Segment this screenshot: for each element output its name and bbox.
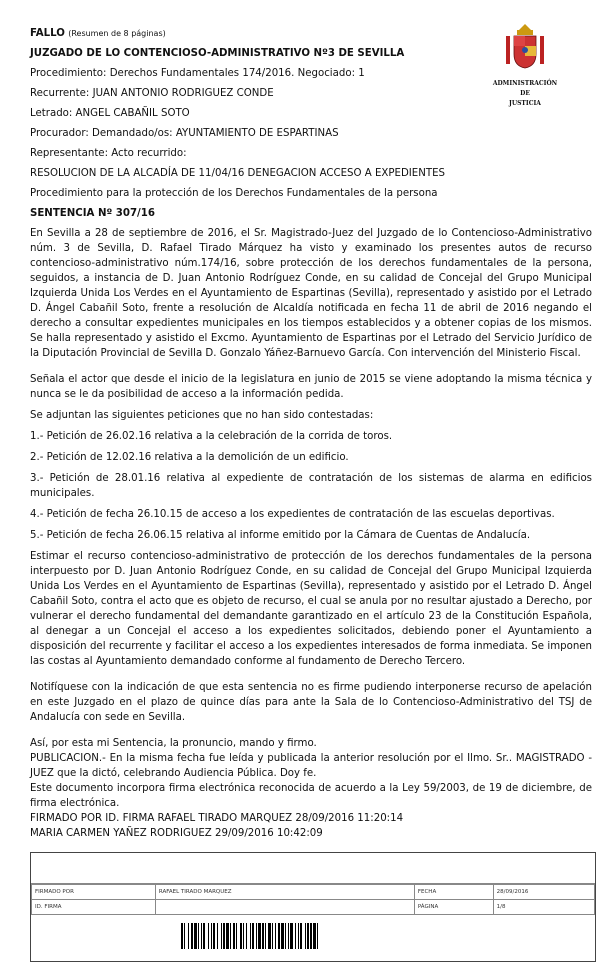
logo-caption-3: JUSTICIA xyxy=(509,100,541,107)
list-item: 5.- Petición de fecha 26.06.15 relativa al informe emitido por la Cámara de Cuentas de Andalucía. xyxy=(30,530,531,541)
list-item: 1.- Petición de 26.02.16 relativa a la celebración de la corrida de toros. xyxy=(30,431,393,442)
footer-firmado-label: FIRMADO POR xyxy=(32,885,156,900)
paragraph-firma-electronica: Este documento incorpora firma electrónica reconocida de acuerdo a la Ley 59/2003, de 19 de diciembre, de firma electrónica. xyxy=(30,783,592,809)
procedimiento-proteccion: Procedimiento para la protección de los Derechos Fundamentales de la persona xyxy=(30,188,438,199)
list-item: 3.- Petición de 28.01.16 relativa al expediente de contratación de los sistemas de alarma en edificios municipales. xyxy=(30,473,592,499)
resolucion: RESOLUCION DE LA ALCADÍA DE 11/04/16 DENEGACION ACCESO A EXPEDIENTES xyxy=(30,168,445,179)
paragraph-peticiones: Se adjuntan las siguientes peticiones que no han sido contestadas: xyxy=(30,410,374,421)
footer-fecha-value: 28/09/2016 xyxy=(493,885,594,900)
document-body xyxy=(30,26,592,841)
list-item: 4.- Petición de fecha 26.10.15 de acceso a los expedientes de contratación de las escuelas deportivas. xyxy=(30,509,555,520)
coat-of-arms-icon xyxy=(502,22,548,74)
paragraph-intro: En Sevilla a 28 de septiembre de 2016, el Sr. Magistrado-Juez del Juzgado de lo Contencioso-Administrativo núm. 3 de Sevilla, D. Rafael Tirado Márquez ha visto y examinado los presentes autos de recurso contencioso-administrativo núm.174/16, sobre protección de los derechos fundamentales de la persona, seguidos, a instancia de D. Juan Antonio Rodríguez Conde, en su calidad de Concejal del Grupo Municipal Izquierda Unida Los Verdes en el Ayuntamiento de Espartinas (Sevilla), representado y asistido por el Letrado D. Ángel Cabañil Soto, frente a resolución de Alcaldía notificada en fecha 11 de abril de 2016 negando el derecho a consultar expedientes municipales en los tiempos establecidos y a obtener copias de los mismos. Se halla representado y asistido el Excmo. Ayuntamiento de Espartinas por el Letrado del Servicio Jurídico de la Diputación Provincial de Sevilla D. Gonzalo Yáñez-Barnuevo García. Con intervención del Ministerio Fiscal. xyxy=(30,228,592,359)
procedimiento: Procedimiento: Derechos Fundamentales 174/2016. Negociado: 1 xyxy=(30,68,365,79)
justice-logo xyxy=(470,22,580,108)
paragraph-asi: Así, por esta mi Sentencia, la pronuncio, mando y firmo. xyxy=(30,738,317,749)
fallo-label: FALLO xyxy=(30,28,65,39)
barcode-bar xyxy=(318,923,320,949)
barcode xyxy=(181,923,451,949)
footer-pagina-label: PÁGINA xyxy=(414,900,493,915)
paragraph-actor: Señala el actor que desde el inicio de la legislatura en junio de 2015 se viene adoptando la misma técnica y nunca se le da posibilidad de acceso a la información pedida. xyxy=(30,374,592,400)
paragraph-notifiquese: Notifíquese con la indicación de que esta sentencia no es firme pudiendo interponerse recurso de apelación en este Juzgado en el plazo de quince días para ante la Sala de lo Contencioso-Administrativo del TSJ de Andalucía con sede en Sevilla. xyxy=(30,682,592,723)
sentencia-number: SENTENCIA Nº 307/16 xyxy=(30,208,155,219)
footer-fecha-label: FECHA xyxy=(414,885,493,900)
representante: Representante: Acto recurrido: xyxy=(30,148,187,159)
footer-firmado-value: RAFAEL TIRADO MARQUEZ xyxy=(155,885,414,900)
letrado: Letrado: ANGEL CABAÑIL SOTO xyxy=(30,108,190,119)
firma-line-2: MARIA CARMEN YAÑEZ RODRIGUEZ 29/09/2016 10:42:09 xyxy=(30,828,323,839)
procurador: Procurador: Demandado/os: AYUNTAMIENTO DE ESPARTINAS xyxy=(30,128,339,139)
signature-table xyxy=(31,884,595,915)
list-item: 2.- Petición de 12.02.16 relativa a la demolición de un edificio. xyxy=(30,452,349,463)
paragraph-estimar: Estimar el recurso contencioso-administrativo de protección de los derechos fundamentales de la persona interpuesto por D. Juan Antonio Rodríguez Conde, en su calidad de Concejal del Grupo Municipal Izquierda Unida Los Verdes en el Ayuntamiento de Espartinas (Sevilla), representado y asistido por el Letrado D. Ángel Cabañil Soto, contra el acto que es objeto de recurso, el cual se anula por no resultar ajustado a Derecho, por vulnerar el derecho fundamental del demandante garantizado en el artículo 23 de la Constitución Española, al denegar a un Concejal el acceso a los expedientes solicitados, debiendo poner el Ayuntamiento a disposición del recurrente y facilitar el acceso a los expedientes interesados de forma inmediata. Se imponen las costas al Ayuntamiento demandado conforme al fundamento de Derecho Tercero. xyxy=(30,551,592,667)
signature-footer xyxy=(30,852,596,962)
footer-id-firma-label: ID. FIRMA xyxy=(32,900,156,915)
firma-line-1: FIRMADO POR ID. FIRMA RAFAEL TIRADO MARQUEZ 28/09/2016 11:20:14 xyxy=(30,813,404,824)
court-name: JUZGADO DE LO CONTENCIOSO-ADMINISTRATIVO Nº3 DE SEVILLA xyxy=(30,48,405,59)
resumen-note: (Resumen de 8 páginas) xyxy=(68,29,166,38)
paragraph-publicacion: PUBLICACION.- En la misma fecha fue leída y publicada la anterior resolución por el Ilmo. Sr.. MAGISTRADO - JUEZ que la dictó, celebrando Audiencia Pública. Doy fe. xyxy=(30,753,592,779)
footer-pagina-value: 1/8 xyxy=(493,900,594,915)
footer-header-text xyxy=(31,853,595,884)
logo-caption-1: ADMINISTRACIÓN xyxy=(492,80,558,87)
logo-caption-2: DE xyxy=(520,90,530,97)
footer-id-firma-value xyxy=(155,900,414,915)
recurrente: Recurrente: JUAN ANTONIO RODRIGUEZ CONDE xyxy=(30,88,274,99)
